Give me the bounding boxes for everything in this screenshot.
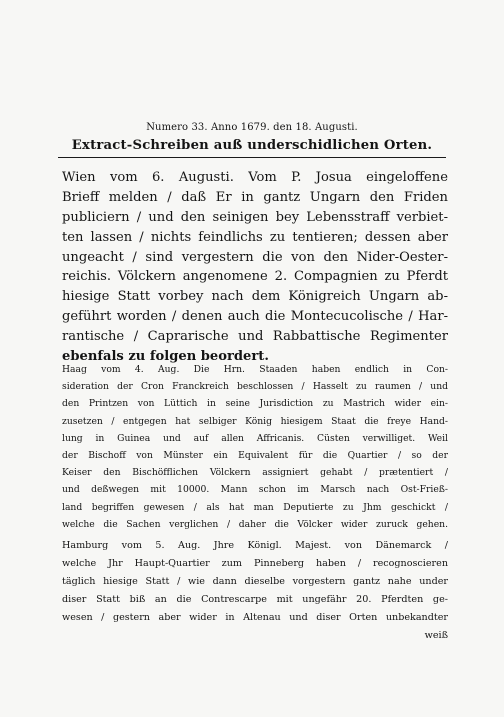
article-line: täglich hiesige Statt / wie dann dieselbe vorgestern gantz nahe under bbox=[62, 576, 448, 587]
article-line: welche Jhr Haupt-Quartier zum Pinneberg haben / recognoscieren bbox=[62, 558, 448, 569]
article-line: Hamburg vom 5. Aug. Jhre Königl. Majest. von Dänemarck / bbox=[62, 540, 448, 551]
article-line: und deßwegen mit 10000. Mann schon im Marsch nach Ost-Frieß- bbox=[62, 484, 448, 496]
article-line: reichis. Völckern angenomene 2. Compagnien zu Pferdt bbox=[62, 269, 448, 285]
article-line: rantische / Caprarische und Rabbattische Regimenter bbox=[62, 329, 448, 345]
article-line: den Printzen von Lüttich in seine Jurisdiction zu Mastrich wider ein- bbox=[62, 398, 448, 410]
article-line: publiciern / und den seinigen bey Lebensstraff verbiet- bbox=[62, 209, 448, 225]
article-line: hiesige Statt vorbey nach dem Königreich Ungarn ab- bbox=[62, 289, 448, 305]
article-line: Haag vom 4. Aug. Die Hrn. Staaden haben endlich in Con- bbox=[62, 364, 448, 375]
article-line: ungeacht / sind vergestern die von den Nider-Oester- bbox=[62, 249, 448, 265]
article-line: lung in Guinea und auf allen Affricanis. Cüsten verwilliget. Weil bbox=[62, 432, 448, 444]
article-line: Wien vom 6. Augusti. Vom P. Josua eingeloffene bbox=[62, 170, 448, 185]
article-line: Keiser den Bischöfflichen Völckern assigniert gehabt / prætentiert / bbox=[62, 467, 448, 479]
article-line: ebenfals zu folgen beordert. bbox=[62, 349, 269, 365]
article-line: sideration der Cron Franckreich beschlossen / Hasselt zu raumen / und bbox=[62, 381, 448, 393]
issue-line: Numero 33. Anno 1679. den 18. Augusti. bbox=[146, 122, 358, 133]
article-line: geführt worden / denen auch die Montecucolische / Har- bbox=[62, 309, 448, 325]
article-line: zusetzen / entgegen hat selbiger König hiesigem Staat die freye Hand- bbox=[62, 415, 448, 427]
title-rule bbox=[58, 157, 446, 158]
article-line: Brieff melden / daß Er in gantz Ungarn den Friden bbox=[62, 189, 448, 205]
article-line: wesen / gestern aber wider in Altenau und diser Orten unbekandter bbox=[62, 612, 448, 623]
article-line: der Bischoff von Münster ein Equivalent für die Quartier / so der bbox=[62, 449, 448, 461]
article-line: welche die Sachen verglichen / daher die Völcker wider zuruck gehen. bbox=[62, 518, 448, 530]
article-line: ten lassen / nichts feindlichs zu tentieren; dessen aber bbox=[62, 229, 448, 245]
article-wien bbox=[62, 168, 448, 367]
article-line: land begriffen gewesen / als hat man Deputierte zu Jhm geschickt / bbox=[62, 501, 448, 513]
article-hamburg bbox=[62, 537, 448, 645]
article-line: diser Statt biß an die Contrescarpe mit ungefähr 20. Pferdten ge- bbox=[62, 594, 448, 605]
article-line: weiß bbox=[424, 630, 448, 641]
page-title: Extract-Schreiben auß underschidlichen Orten. bbox=[71, 138, 433, 153]
article-haag bbox=[62, 361, 448, 533]
